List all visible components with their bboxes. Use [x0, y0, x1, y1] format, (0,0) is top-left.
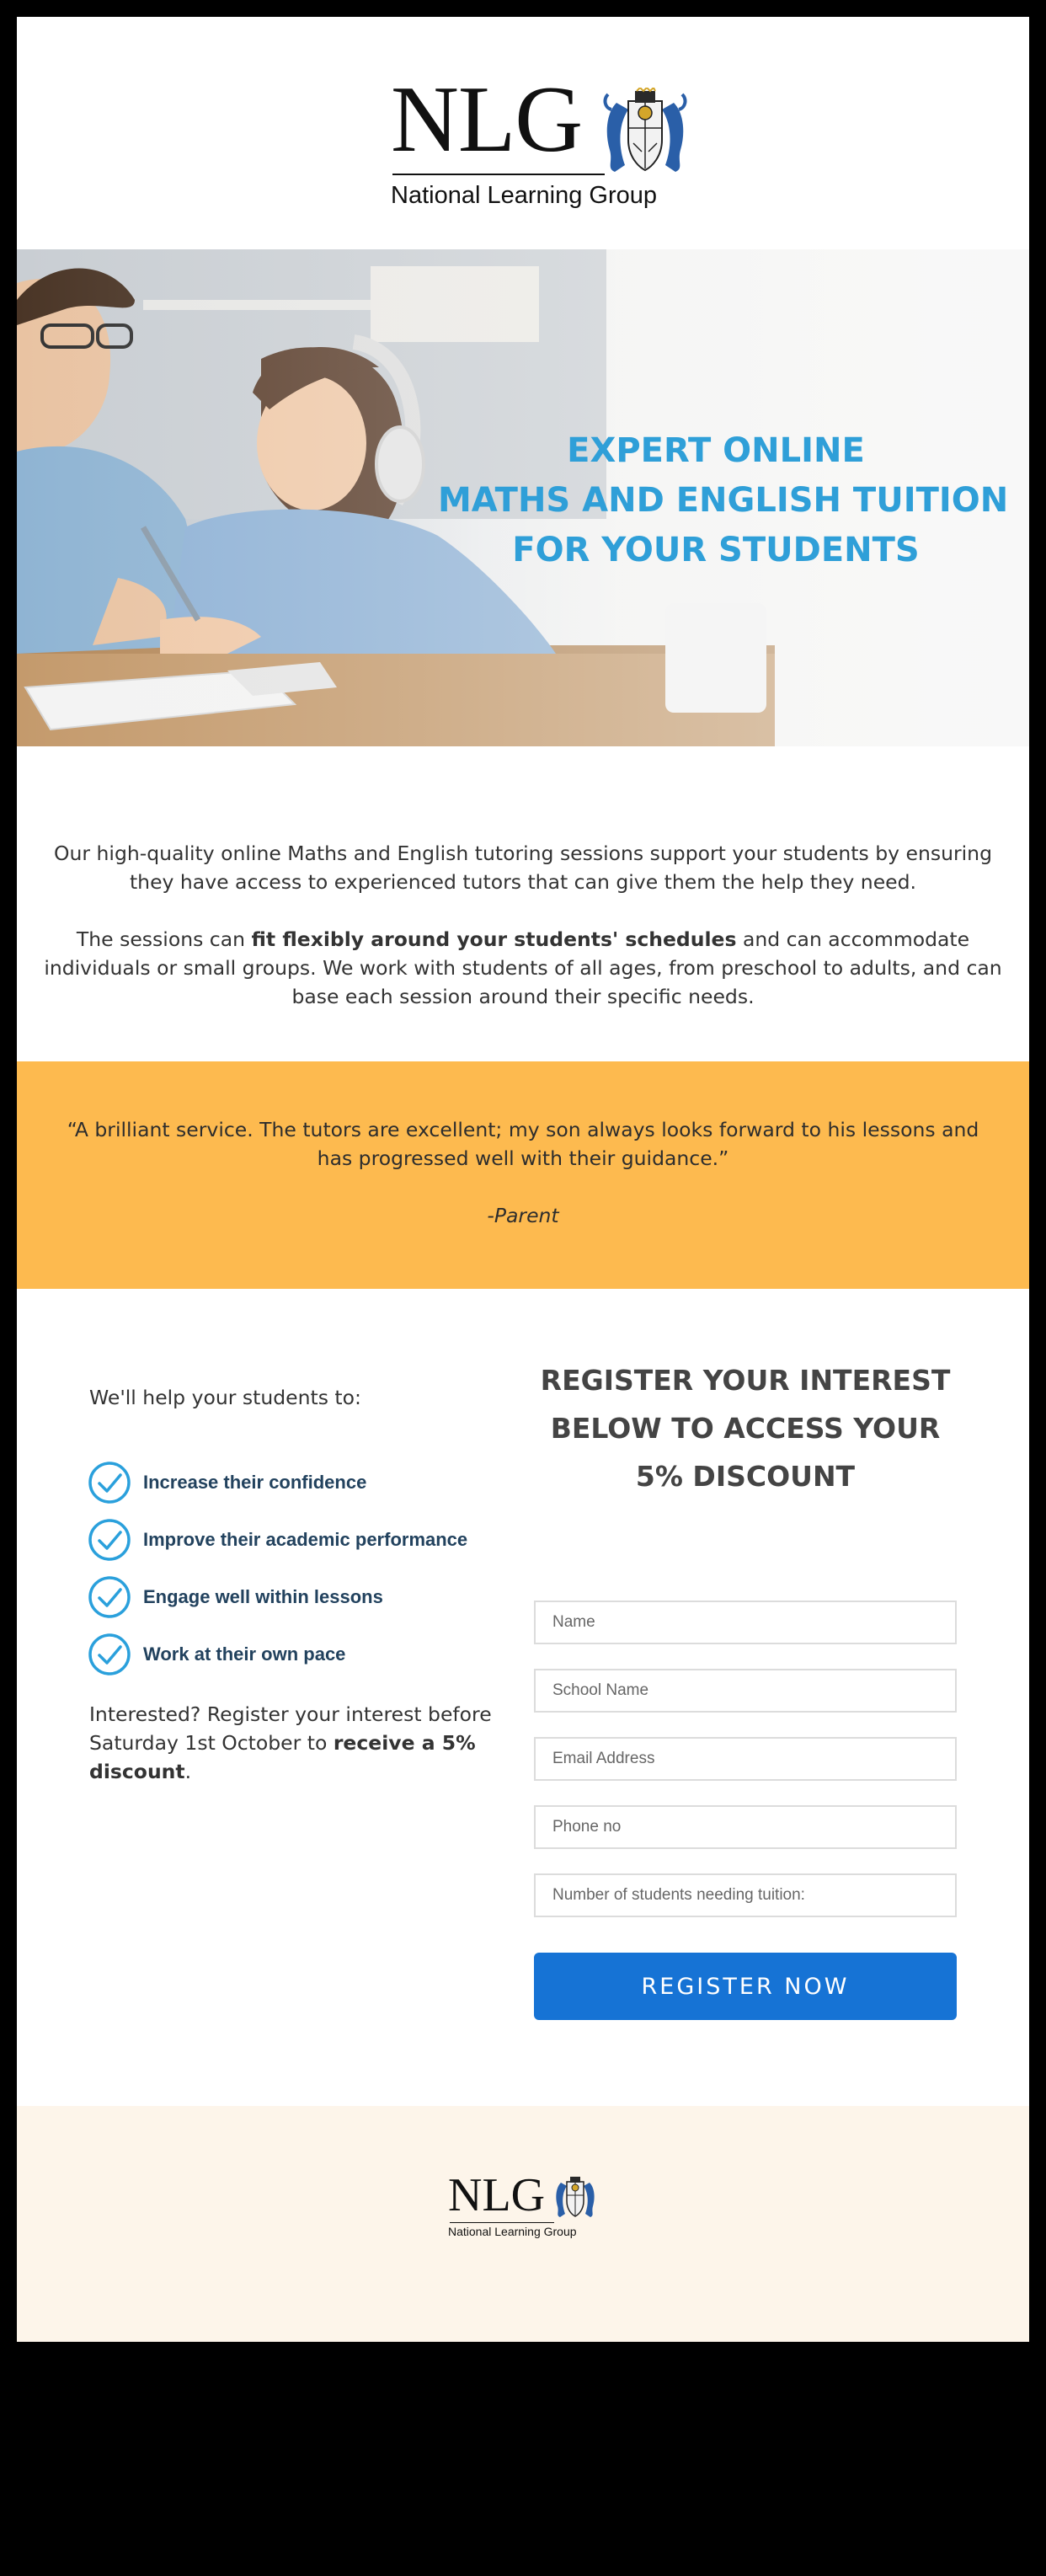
hero-title	[438, 426, 1009, 575]
check-circle-icon	[88, 1461, 131, 1504]
intro-emphasis: fit flexibly around your students' schedules	[251, 927, 737, 951]
benefit-item	[88, 1461, 509, 1504]
check-circle-icon	[88, 1633, 131, 1676]
intro-paragraph-2	[42, 925, 1004, 1011]
intro-text: and can accommodate individuals or small groups. We work with students of all ages, from preschool to adults, and can base each session around their specific needs.	[44, 927, 1002, 1008]
intro-section	[17, 746, 1029, 1061]
name-field[interactable]	[534, 1601, 957, 1644]
deadline-emphasis: receive a 5% discount	[89, 1731, 476, 1783]
benefits-intro: We'll help your students to:	[89, 1386, 361, 1409]
benefit-label: Engage well within lessons	[143, 1586, 383, 1607]
benefit-label: Improve their academic performance	[143, 1529, 468, 1550]
email-page	[17, 17, 1029, 2342]
register-title: REGISTER YOUR INTEREST BELOW TO ACCESS YOUR 5% DISCOUNT	[540, 1364, 951, 1493]
school-name-field[interactable]	[534, 1669, 957, 1713]
check-circle-icon	[88, 1575, 131, 1619]
testimonial-author: -Parent	[487, 1204, 559, 1227]
nlg-logo[interactable]	[371, 69, 691, 212]
hero-banner	[17, 249, 1029, 746]
intro-text: The sessions can	[76, 927, 252, 951]
footer-logo-letters: NLG	[448, 2169, 546, 2221]
check-circle-icon	[88, 1518, 131, 1562]
footer-logo-rule	[450, 2222, 554, 2223]
logo-subtitle: National Learning Group	[391, 182, 657, 209]
crest-icon	[552, 2175, 598, 2221]
benefit-item	[88, 1633, 509, 1676]
footer-logo[interactable]	[448, 2170, 600, 2241]
benefits-and-form	[17, 1289, 1029, 2106]
testimonial-banner	[17, 1061, 1029, 1289]
header	[17, 17, 1029, 249]
deadline-note	[89, 1700, 494, 1786]
email-field[interactable]	[534, 1737, 957, 1781]
register-now-button[interactable]: REGISTER NOW	[534, 1953, 957, 2020]
footer	[17, 2106, 1029, 2342]
intro-paragraph-1: Our high-quality online Maths and English tutoring sessions support your students by ensuring they have access to experienced tutors that can give them the help they need.	[54, 842, 992, 894]
crest-icon	[600, 88, 691, 179]
logo-letters: NLG	[391, 67, 583, 172]
deadline-text: Interested? Register your interest before Saturday 1st October to	[89, 1702, 492, 1755]
benefit-item	[88, 1518, 509, 1562]
phone-field[interactable]	[534, 1805, 957, 1849]
deadline-text: .	[184, 1760, 192, 1783]
benefit-label: Work at their own pace	[143, 1643, 346, 1665]
testimonial-quote: “A brilliant service. The tutors are excellent; my son always looks forward to his lessons and has progressed well with their guidance.”	[67, 1118, 979, 1170]
footer-logo-subtitle: National Learning Group	[448, 2225, 577, 2238]
hero-title-line: EXPERT ONLINE	[567, 431, 865, 470]
students-count-field[interactable]	[534, 1873, 957, 1917]
benefit-item	[88, 1575, 509, 1619]
hero-title-line: FOR YOUR STUDENTS	[512, 531, 920, 569]
logo-rule	[392, 174, 605, 175]
hero-title-line: MATHS AND ENGLISH TUITION	[438, 481, 1009, 520]
benefit-label: Increase their confidence	[143, 1472, 367, 1493]
